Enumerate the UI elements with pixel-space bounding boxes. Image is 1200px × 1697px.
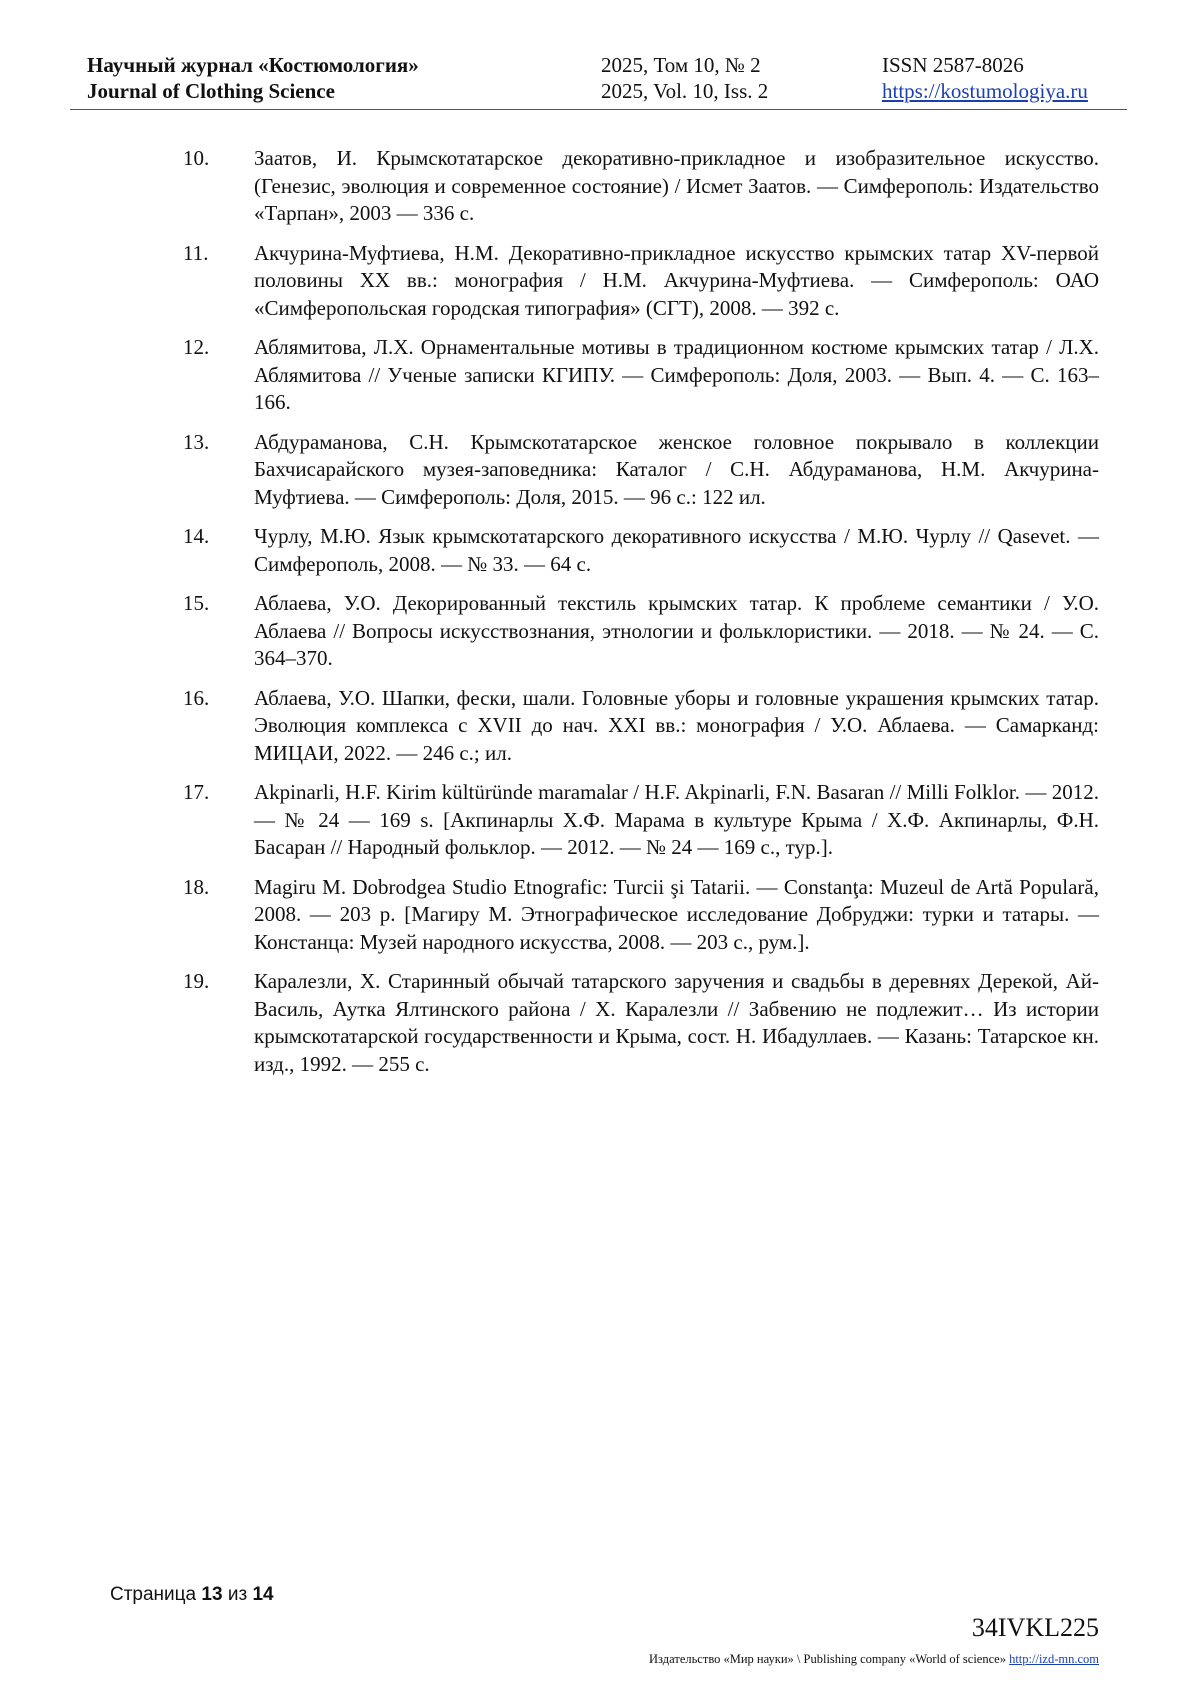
reference-number: 18.: [183, 874, 210, 899]
page-number: Страница 13 из 14: [110, 1584, 274, 1605]
reference-item: [183, 685, 1099, 768]
reference-item: [183, 874, 1099, 957]
reference-number: 12.: [183, 335, 210, 359]
article-code: 34IVKL225: [971, 1613, 1099, 1642]
reference-number: 15.: [183, 591, 210, 615]
reference-text: Каралезли, Х. Старинный обычай татарского заручения и свадьбы в деревнях Дерекой, Ай-Василь, Аутка Ялтинского района / Х. Каралезли // Забвению не подлежит… Из истории крымскотатарской государственности и Крыма, сост. Н. Ибадуллаев. — Казань: Татарское кн. изд., 1992. — 255 с.: [254, 969, 1099, 1076]
reference-text: Аблаева, У.О. Декорированный текстиль крымских татар. К проблеме семантики / У.О. Аблаева // Вопросы искусствознания, этнологии и фольклористики. — 2018. — № 24. — С. 364–370.: [254, 591, 1099, 670]
reference-text: Аблямитова, Л.Х. Орнаментальные мотивы в традиционном костюме крымских татар / Л.Х. Аблямитова // Ученые записки КГИПУ. — Симферополь: Доля, 2003. — Вып. 4. — С. 163–166.: [254, 335, 1099, 414]
issue-info-block: [601, 52, 768, 104]
issn-block: [882, 52, 1088, 104]
reference-number: 14.: [183, 524, 210, 548]
reference-item: [183, 523, 1099, 578]
reference-text: Акчурина-Муфтиева, Н.М. Декоративно-прикладное искусство крымских татар XV-первой половины XX вв.: монография / Н.М. Акчурина-Муфтиева. — Симферополь: ОАО «Симферопольская городская типография» (СГТ), 2008. — 392 с.: [254, 240, 1099, 320]
reference-number: 11.: [183, 240, 209, 265]
issn-number: ISSN 2587-8026: [882, 53, 1024, 77]
reference-number: 19.: [183, 969, 210, 993]
total-pages: 14: [252, 1584, 274, 1605]
reference-text: Magiru M. Dobrodgea Studio Etnografic: Turcii şi Tatarii. — Constanţa: Muzeul de Artă Populară, 2008. — 203 p. [Магиру М. Этнографическое исследование Добруджи: турки и татары. — Констанца: Музей народного искусства, 2008. — 203 с., рум.].: [254, 874, 1099, 954]
publisher-text: Издательство «Мир науки» \ Publishing company «World of science»: [649, 1652, 1006, 1666]
reference-text: Чурлу, М.Ю. Язык крымскотатарского декоративного искусства / М.Ю. Чурлу // Qasevet. — Симферополь, 2008. — № 33. — 64 с.: [254, 524, 1099, 576]
issue-info-ru: 2025, Том 10, № 2: [601, 53, 761, 77]
journal-title-block: [87, 52, 419, 104]
reference-item: [183, 968, 1099, 1078]
issue-info-en: 2025, Vol. 10, Iss. 2: [601, 79, 769, 103]
reference-text: Akpinarli, H.F. Kirim kültüründe maramalar / H.F. Akpinarli, F.N. Basaran // Milli Folklor. — 2012. — № 24 — 169 s. [Акпинарлы Х.Ф. Марама в культуре Крыма / Х.Ф. Акпинарлы, Ф.Н. Басаран // Народный фольклор. — 2012. — № 24 — 169 с., тур.].: [254, 780, 1099, 859]
reference-item: [183, 779, 1099, 862]
reference-item: [183, 334, 1099, 417]
reference-item: [183, 240, 1099, 323]
reference-item: [183, 590, 1099, 673]
header-divider: [70, 109, 1127, 110]
journal-website-link[interactable]: https://kostumologiya.ru: [882, 79, 1088, 103]
reference-item: [183, 429, 1099, 512]
page-header: [87, 52, 1127, 102]
current-page: 13: [201, 1584, 223, 1605]
journal-title-ru: Научный журнал «Костюмология»: [87, 53, 419, 77]
reference-number: 13.: [183, 429, 210, 454]
reference-number: 10.: [183, 146, 210, 170]
reference-number: 16.: [183, 685, 210, 710]
reference-text: Заатов, И. Крымскотатарское декоративно-прикладное и изобразительное искусство. (Генезис, эволюция и современное состояние) / Исмет Заатов. — Симферополь: Издательство «Тарпан», 2003 — 336 с.: [254, 146, 1099, 225]
reference-item: [183, 145, 1099, 228]
reference-text: Аблаева, У.О. Шапки, фески, шали. Головные уборы и головные украшения крымских татар. Эволюция комплекса с XVII до нач. XXI вв.: монография / У.О. Аблаева. — Самарканд: МИЦАИ, 2022. — 246 с.; ил.: [254, 685, 1099, 765]
publisher-link[interactable]: http://izd-mn.com: [1009, 1652, 1099, 1666]
reference-list: [183, 145, 1099, 1090]
reference-text: Абдураманова, С.Н. Крымскотатарское женское головное покрывало в коллекции Бахчисарайского музея-заповедника: Каталог / С.Н. Абдураманова, Н.М. Акчурина-Муфтиева. — Симферополь: Доля, 2015. — 96 с.: 122 ил.: [254, 429, 1099, 509]
reference-number: 17.: [183, 780, 210, 804]
publisher-line: [649, 1652, 1099, 1667]
journal-title-en: Journal of Clothing Science: [87, 79, 335, 103]
